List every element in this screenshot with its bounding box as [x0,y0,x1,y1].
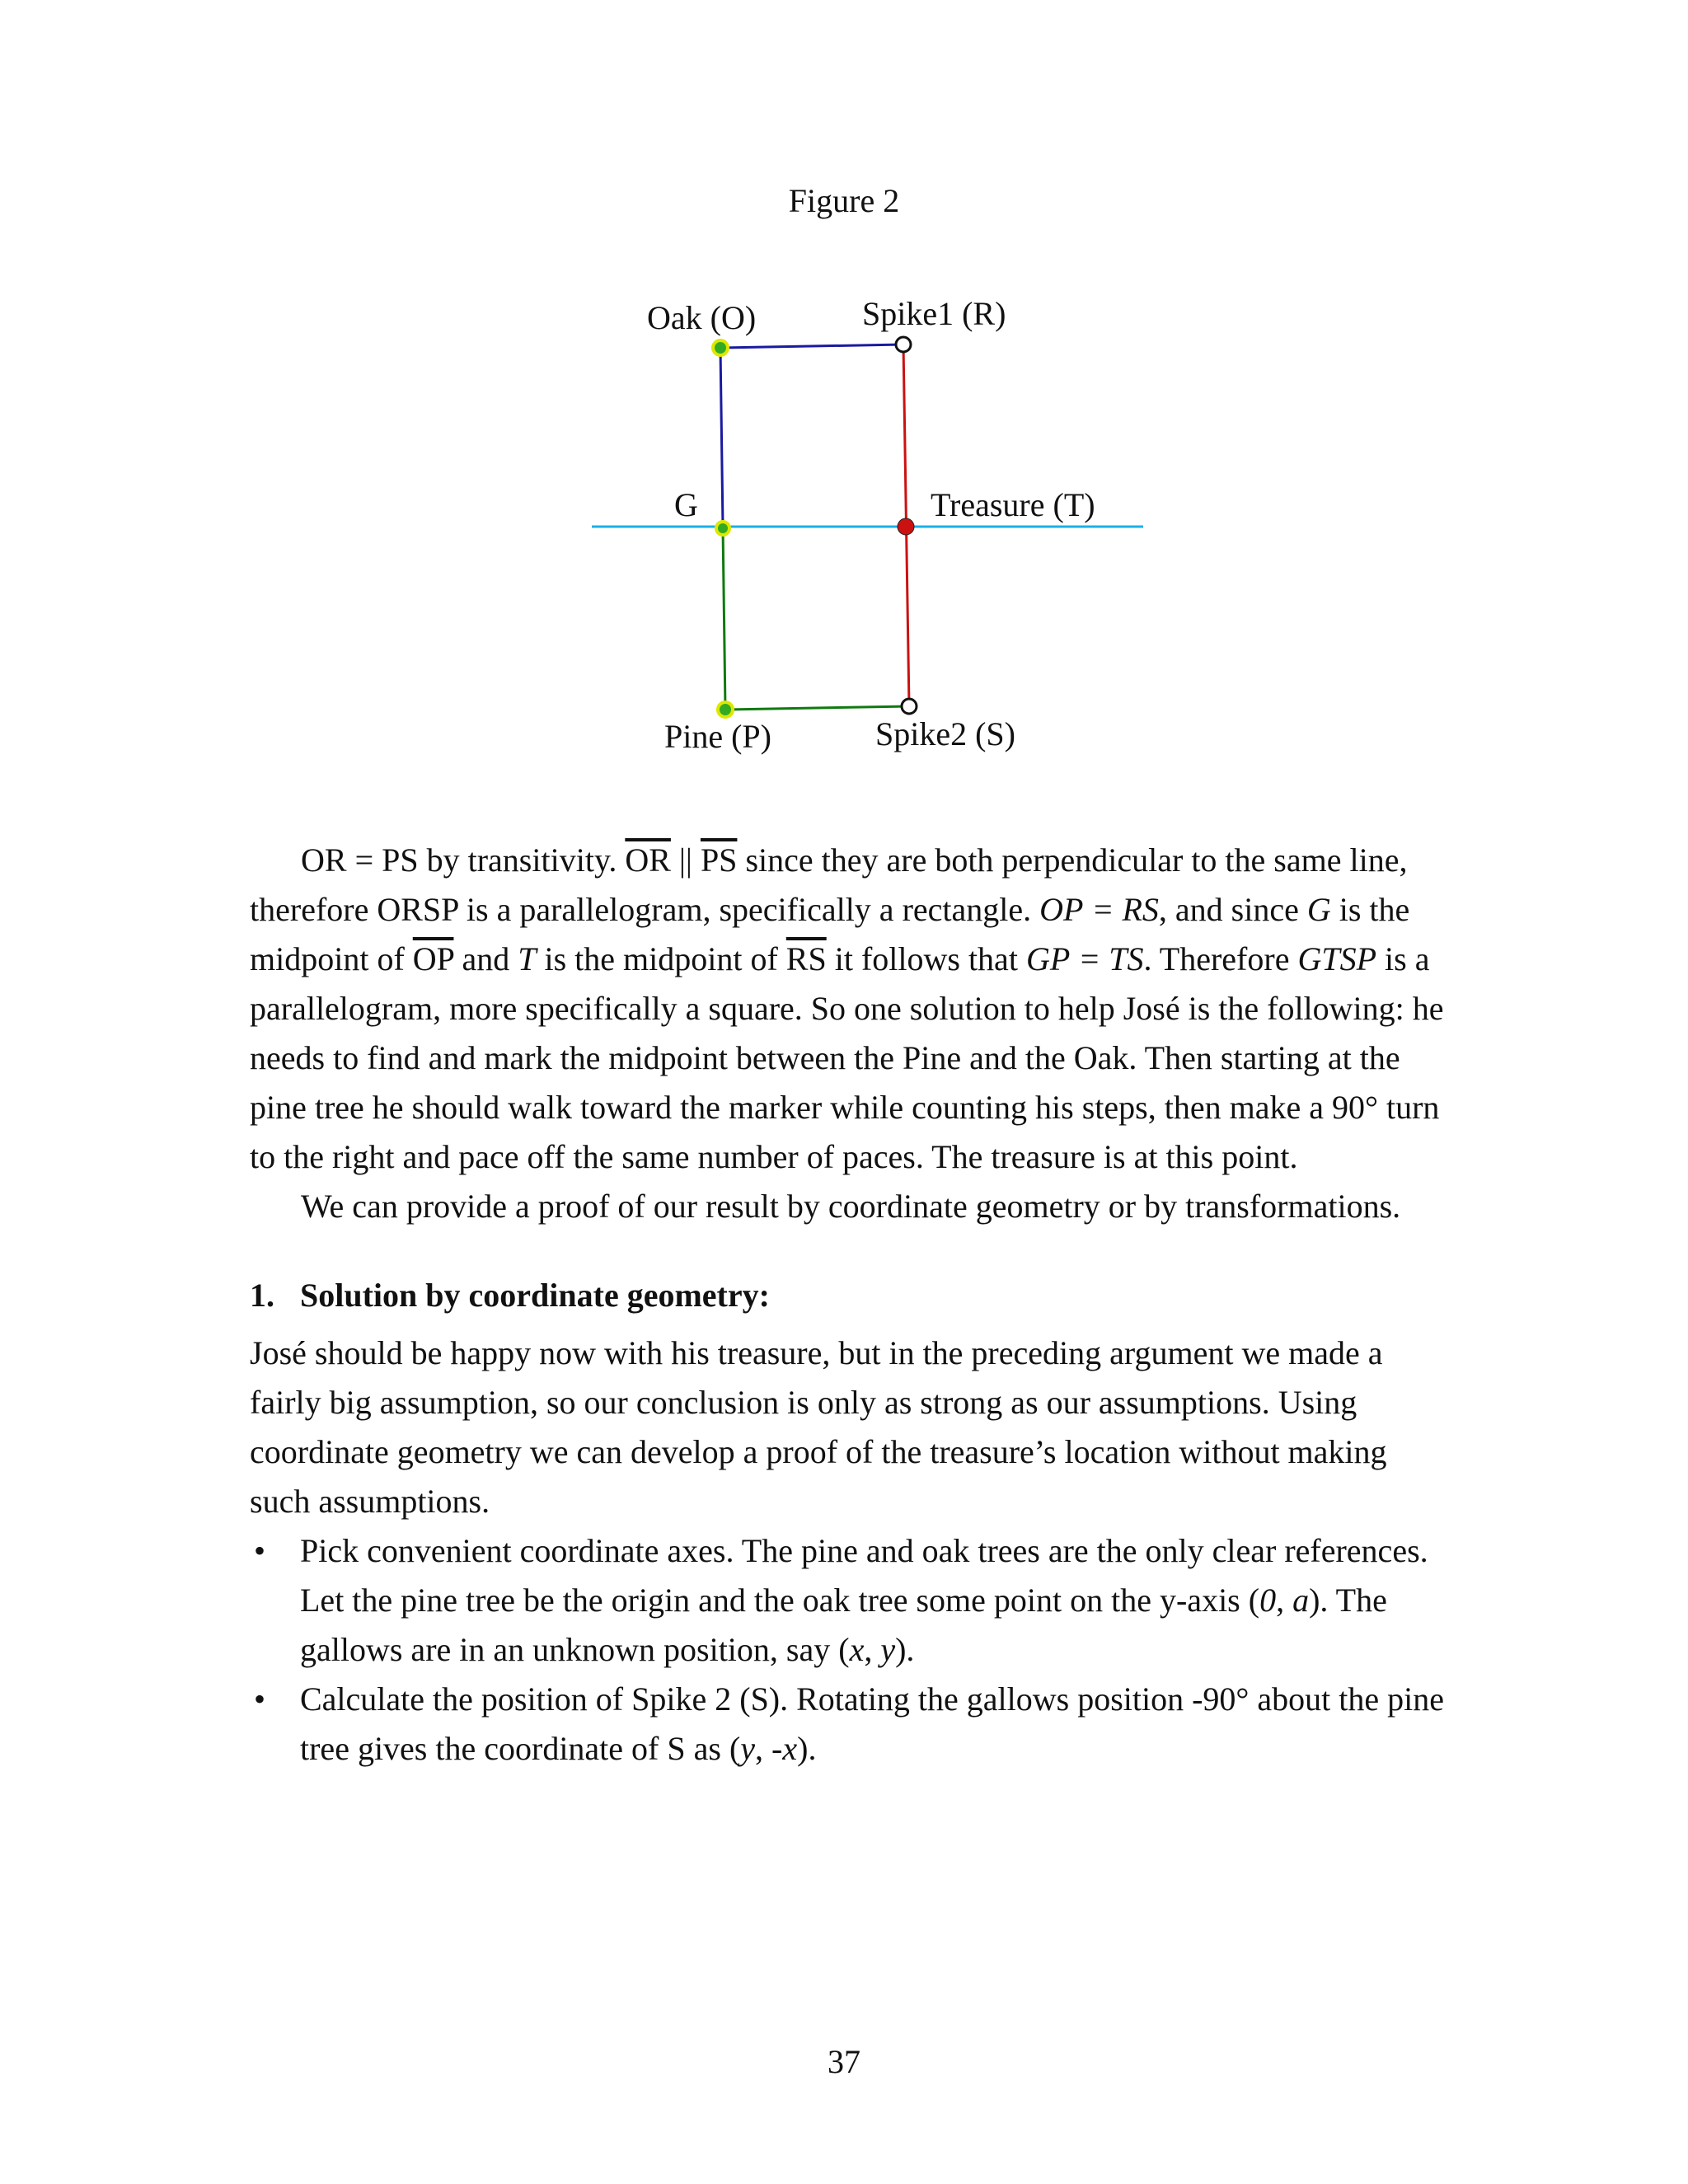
label-treasure: Treasure (T) [931,486,1095,523]
label-spike2: Spike2 (S) [875,715,1015,752]
segment-op: $\overline{OP}$ [412,940,454,977]
paragraph-rectangle-argument: OR = PS by transitivity. $\overline{OR}$ || $\overline{PS}$ since they are both perpendicular to the same line, therefore ORSP is a parallelogram, specifically a rectangle. OP = RS, and since G is the midpoint of $\overline{OP}$ and T is the midpoint of $\overline{RS}$ it follows that GP = TS. Therefore GTSP is a parallelogram, more specifically a square. So one solution to help José is the following: he needs to find and mark the midpoint between the Pine and the Oak. Then starting at the pine tree he should walk toward the marker while counting his steps, then make a 90° turn to the right and pace off the same number of paces. The treasure is at this point. We can provide a proof of our result by coordinate geometry or by transformations. [250,836,1445,1231]
segment-pine-spike2 [725,706,909,710]
spike1-point [896,337,911,352]
section-heading [250,1276,770,1315]
segment-oak-g [720,348,723,527]
treasure-point [898,518,914,535]
pine-point [718,702,733,717]
segment-g-pine [723,527,725,710]
treasure-diagram [0,0,1688,791]
section-intro: José should be happy now with his treasure, but in the preceding argument we made a fairly big assumption, so our conclusion is only as strong as our assumptions. Using coordinate geometry we can develop a proof of the treasure’s location without making such assumptions. [250,1334,1387,1520]
oak-point [713,340,728,355]
section-number: 1. [250,1277,274,1314]
page-number: 37 [828,2043,860,2080]
label-spike1: Spike1 (R) [862,295,1006,332]
bullet-dot: • [254,1532,266,1569]
label-g: G [674,486,698,523]
bullet-item: • Pick convenient coordinate axes. The pine and oak trees are the only clear references. Let the pine tree be the origin and the oak tree some point on the y-axis (0, a). The gallows are in an unknown position, say (x, y). [250,1526,1445,1675]
section-body [250,1329,1445,1774]
bullet-item: • Calculate the position of Spike 2 (S). Rotating the gallows position -90° about the pine tree gives the coordinate of S as (y, -x). [250,1675,1445,1774]
segment-or: $\overline{OR}$ [625,841,671,879]
figure-title: Figure 2 [788,182,900,219]
section-title: Solution by coordinate geometry: [300,1277,770,1314]
segment-ps: $\overline{PS}$ [700,841,738,879]
bullet-dot: • [254,1680,266,1718]
segment-rs: $\overline{RS}$ [785,940,827,977]
label-oak: Oak (O) [647,299,757,336]
segment-oak-spike1 [720,344,903,348]
paragraph-proof-methods: We can provide a proof of our result by coordinate geometry or by transformations. [301,1188,1401,1225]
spike2-point [902,699,917,714]
g-point [716,522,729,535]
label-pine: Pine (P) [664,718,771,755]
